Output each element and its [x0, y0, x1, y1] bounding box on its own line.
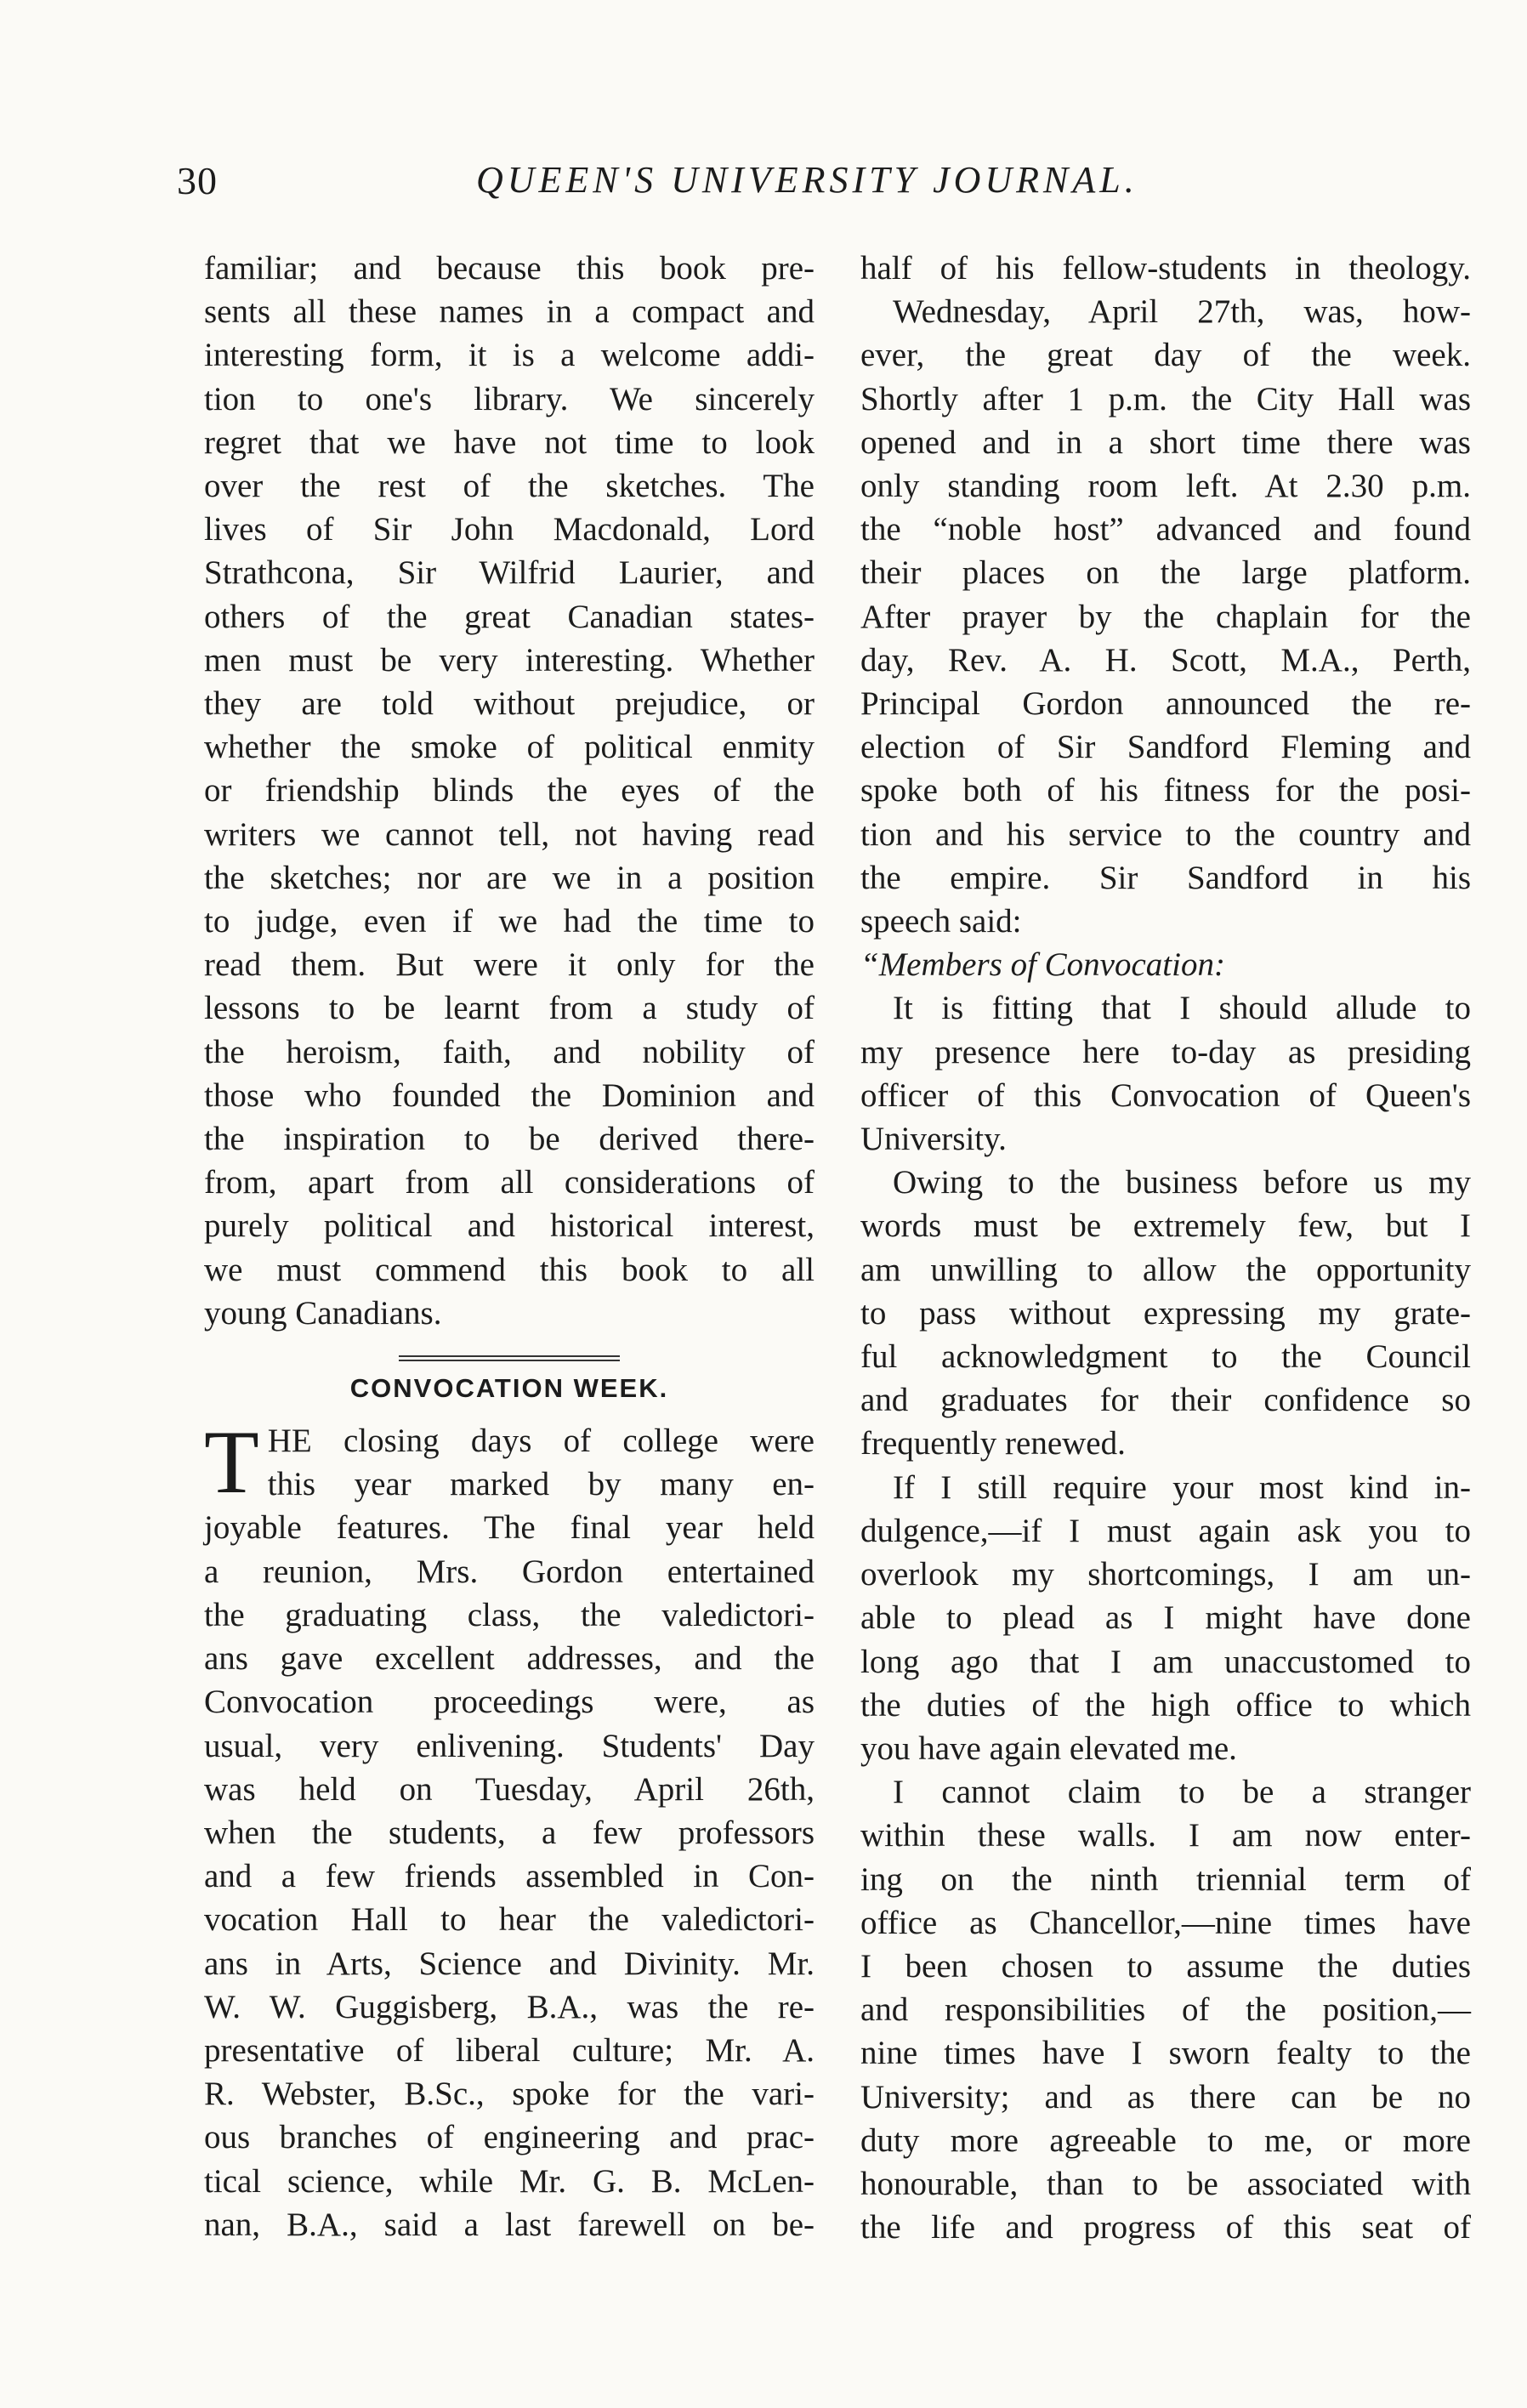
right-column [860, 247, 1471, 2249]
text-line: tion and his service to the country and [860, 815, 1471, 853]
text-line: read them. But were it only for the [204, 946, 815, 984]
text-line: honourable, than to be associated with [860, 2165, 1471, 2202]
text-line: After prayer by the chaplain for the [860, 598, 1471, 635]
text-line: vocation Hall to hear the valedictori- [204, 1901, 815, 1939]
text-line: day, Rev. A. H. Scott, M.A., Perth, [860, 641, 1471, 679]
text-line: to judge, even if we had the time to [204, 903, 815, 940]
text-line: from, apart from all considerations of [204, 1164, 815, 1201]
text-line: and responsibilities of the position,— [860, 1991, 1471, 2029]
section-rule [399, 1355, 620, 1361]
text-line: this year marked by many en- [267, 1466, 815, 1503]
section-heading: CONVOCATION WEEK. [349, 1373, 669, 1404]
text-line: HE closing days of college were [267, 1423, 815, 1460]
text-line: the sketches; nor are we in a position [204, 859, 815, 896]
text-line: those who founded the Dominion and [204, 1076, 815, 1114]
text-line: long ago that I am unaccustomed to [860, 1643, 1471, 1680]
text-line: you have again elevated me. [860, 1729, 1237, 1767]
text-line: ans gave excellent addresses, and the [204, 1640, 815, 1678]
text-line: Owing to the business before us my [893, 1164, 1471, 1201]
salutation: “Members of Convocation: [860, 946, 1225, 984]
text-line: speech said: [860, 903, 1022, 940]
text-line: the empire. Sir Sandford in his [860, 859, 1471, 896]
text-line: the life and progress of this seat of [860, 2209, 1471, 2246]
text-line: ful acknowledgment to the Council [860, 1338, 1471, 1376]
running-head: QUEEN'S UNIVERSITY JOURNAL. [476, 159, 1138, 201]
text-line: ing on the ninth triennial term of [860, 1860, 1471, 1898]
text-line: R. Webster, B.Sc., spoke for the vari- [204, 2076, 815, 2113]
text-line: writers we cannot tell, not having read [204, 815, 815, 853]
text-line: others of the great Canadian states- [204, 598, 815, 635]
text-line: It is fitting that I should allude to [893, 990, 1471, 1027]
text-line: purely political and historical interest, [204, 1207, 815, 1245]
page-number: 30 [177, 159, 218, 202]
text-line: University; and as there can be no [860, 2078, 1471, 2116]
text-line: am unwilling to allow the opportunity [860, 1251, 1471, 1288]
text-line: the heroism, faith, and nobility of [204, 1033, 815, 1071]
text-line: when the students, a few professors [204, 1814, 815, 1851]
text-line: their places on the large platform. [860, 554, 1471, 592]
text-line: lessons to be learnt from a study of [204, 990, 815, 1027]
paragraph [860, 1770, 1471, 2249]
text-line: familiar; and because this book pre- [204, 250, 815, 287]
text-line: usual, very enlivening. Students' Day [204, 1727, 815, 1764]
text-line: lives of Sir John Macdonald, Lord [204, 511, 815, 548]
text-line: over the rest of the sketches. The [204, 468, 815, 505]
text-line: to pass without expressing my grate- [860, 1294, 1471, 1332]
text-line: the “noble host” advanced and found [860, 511, 1471, 548]
text-line: and graduates for their confidence so [860, 1382, 1471, 1419]
text-line: dulgence,—if I must again ask you to [860, 1512, 1471, 1549]
text-line: W. W. Guggisberg, B.A., was the re- [204, 1988, 815, 2025]
text-line: was held on Tuesday, April 26th, [204, 1770, 815, 1808]
text-line: Principal Gordon announced the re- [860, 685, 1471, 723]
text-line: whether the smoke of political enmity [204, 729, 815, 766]
text-line: sents all these names in a compact and [204, 293, 815, 331]
text-line: tical science, while Mr. G. B. McLen- [204, 2162, 815, 2200]
text-line: my presence here to-day as presiding [860, 1033, 1471, 1071]
text-line: words must be extremely few, but I [860, 1207, 1471, 1245]
text-line: they are told without prejudice, or [204, 685, 815, 723]
text-line: I been chosen to assume the duties [860, 1947, 1471, 1985]
text-line: overlook my shortcomings, I am un- [860, 1556, 1471, 1593]
text-line: the duties of the high office to which [860, 1686, 1471, 1724]
text-line: Shortly after 1 p.m. the City Hall was [860, 380, 1471, 417]
text-line: the inspiration to be derived there- [204, 1121, 815, 1158]
text-line: I cannot claim to be a stranger [893, 1774, 1471, 1811]
text-line: duty more agreeable to me, or more [860, 2121, 1471, 2159]
text-line: the graduating class, the valedictori- [204, 1596, 815, 1633]
text-line: election of Sir Sandford Fleming and [860, 729, 1471, 766]
book-review-paragraph [204, 247, 815, 1335]
text-line: we must commend this book to all [204, 1251, 815, 1288]
text-line: officer of this Convocation of Queen's [860, 1076, 1471, 1114]
text-line: regret that we have not time to look [204, 423, 815, 461]
text-line: nine times have I sworn fealty to the [860, 2035, 1471, 2072]
text-line: nan, B.A., said a last farewell on be- [204, 2206, 815, 2243]
text-line: ever, the great day of the week. [860, 337, 1471, 374]
text-line: interesting form, it is a welcome addi- [204, 337, 815, 374]
text-line: able to plead as I might have done [860, 1599, 1471, 1637]
text-line: Convocation proceedings were, as [204, 1684, 815, 1721]
text-line: men must be very interesting. Whether [204, 641, 815, 679]
text-line: office as Chancellor,—nine times have [860, 1904, 1471, 1941]
left-column [204, 247, 815, 2246]
drop-cap: T [204, 1412, 259, 1513]
text-line: half of his fellow-students in theology. [860, 250, 1471, 287]
text-line: Wednesday, April 27th, was, how- [893, 293, 1471, 331]
paragraph [860, 986, 1471, 1161]
text-line: frequently renewed. [860, 1425, 1126, 1462]
text-line: If I still require your most kind in- [893, 1468, 1471, 1506]
text-line: within these walls. I am now enter- [860, 1817, 1471, 1854]
text-line: and a few friends assembled in Con- [204, 1858, 815, 1895]
convocation-paragraph [204, 1412, 815, 2246]
text-line: University. [860, 1121, 1007, 1158]
text-line: ous branches of engineering and prac- [204, 2119, 815, 2156]
text-line: ans in Arts, Science and Divinity. Mr. [204, 1945, 815, 1982]
text-line: tion to one's library. We sincerely [204, 380, 815, 417]
text-line: joyable features. The final year held [204, 1509, 815, 1547]
text-line: opened and in a short time there was [860, 423, 1471, 461]
text-line: a reunion, Mrs. Gordon entertained [204, 1553, 815, 1590]
text-line: presentative of liberal culture; Mr. A. [204, 2031, 815, 2069]
paragraph [860, 290, 1471, 943]
text-line: or friendship blinds the eyes of the [204, 772, 815, 809]
text-line: only standing room left. At 2.30 p.m. [860, 468, 1471, 505]
paragraph [860, 1161, 1471, 1465]
text-line: Strathcona, Sir Wilfrid Laurier, and [204, 554, 815, 592]
text-line: spoke both of his fitness for the posi- [860, 772, 1471, 809]
text-line: young Canadians. [204, 1294, 442, 1332]
paragraph [860, 1466, 1471, 1770]
